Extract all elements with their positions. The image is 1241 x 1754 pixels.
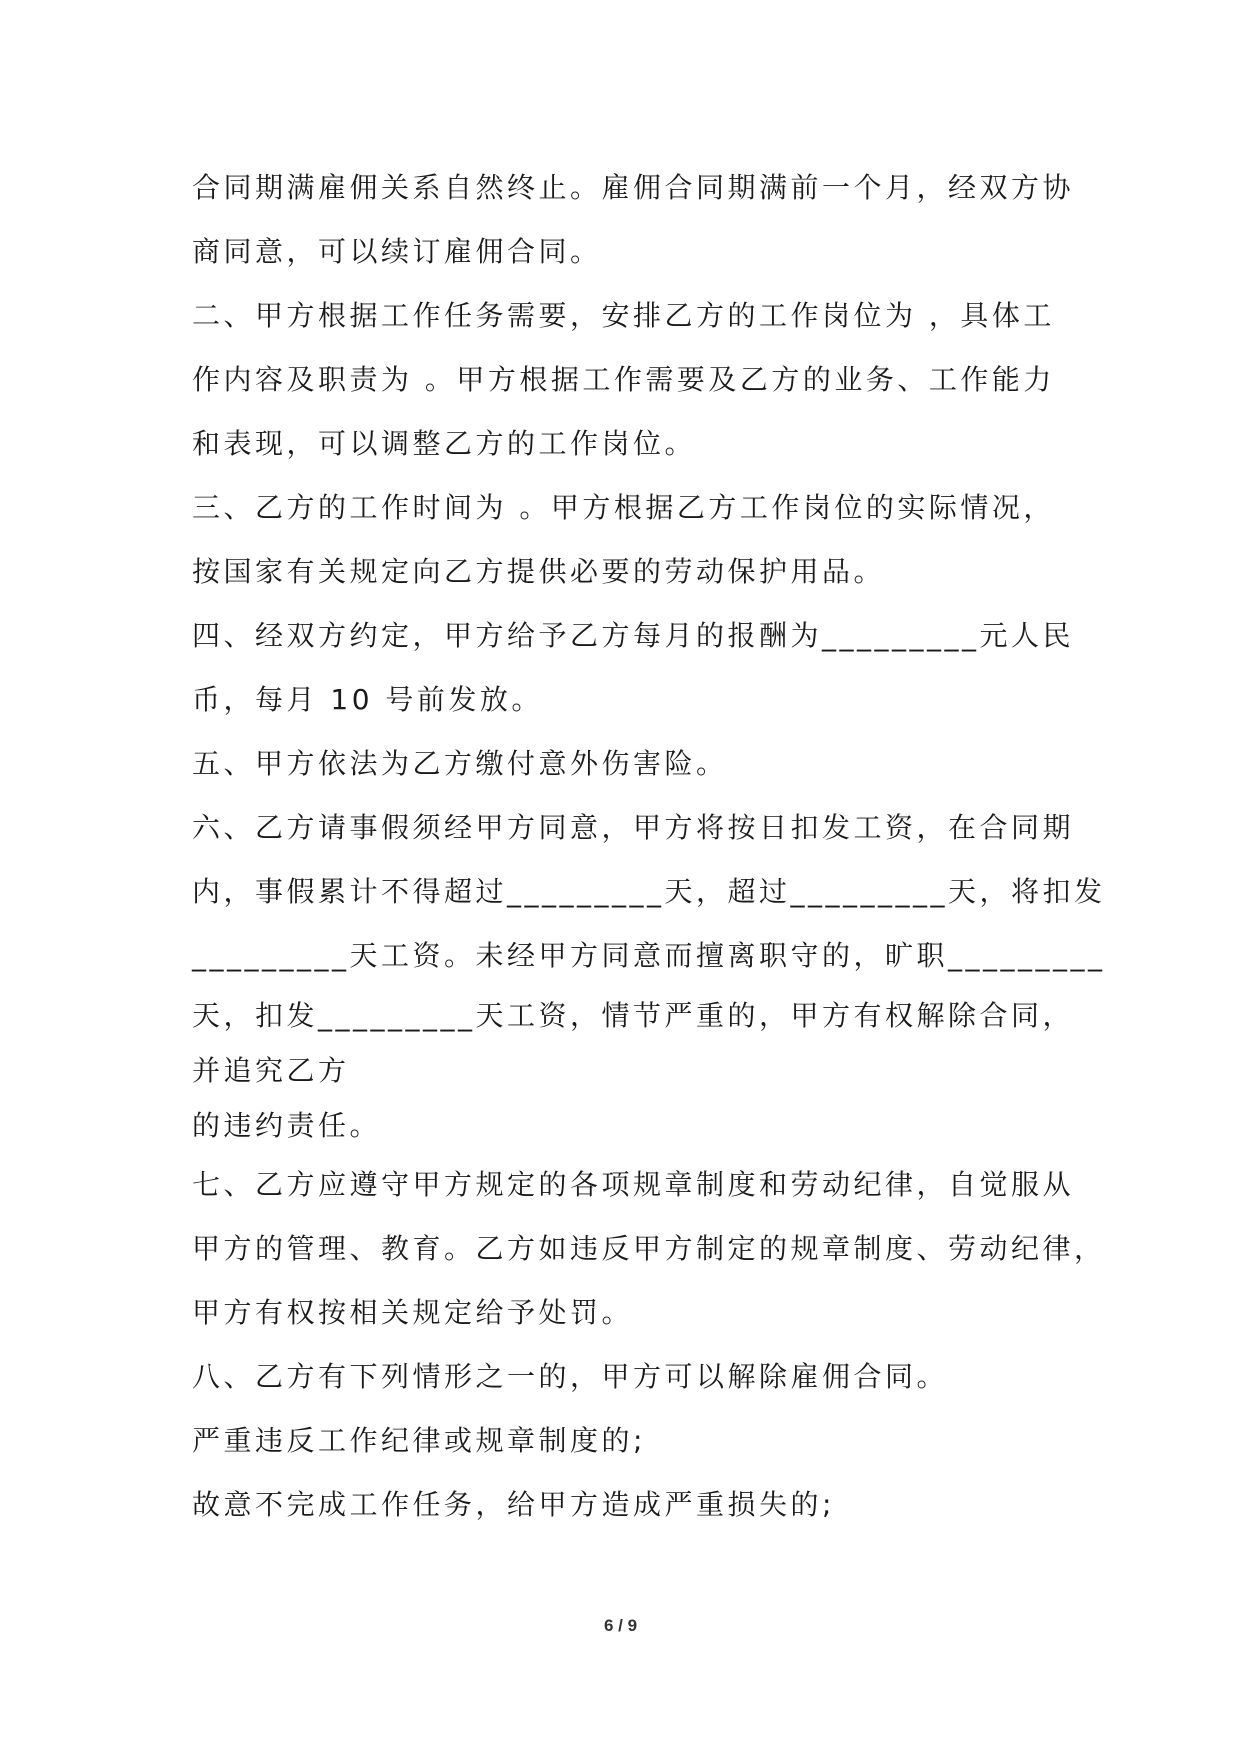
text-line: 二、甲方根据工作任务需要，安排乙方的工作岗位为 ，具体工: [192, 299, 1055, 332]
text-line: 严重违反工作纪律或规章制度的;: [192, 1424, 646, 1457]
text-line: 甲方有权按相关规定给予处罚。: [192, 1296, 634, 1329]
text-line: 六、乙方请事假须经甲方同意，甲方将按日扣发工资，在合同期: [192, 811, 1075, 844]
text-line: 币，每月 10 号前发放。: [192, 683, 543, 716]
text-line: 四、经双方约定，甲方给予乙方每月的报酬为_________元人民: [192, 619, 1075, 652]
text-line: 商同意，可以续订雇佣合同。: [192, 235, 602, 268]
text-line: 天，扣发_________天工资，情节严重的，甲方有权解除合同，: [192, 999, 1075, 1032]
text-line: 甲方的管理、教育。乙方如违反甲方制定的规章制度、劳动纪律，: [192, 1232, 1106, 1265]
text-line: 按国家有关规定向乙方提供必要的劳动保护用品。: [192, 555, 886, 588]
page-number: 6 / 9: [603, 1616, 638, 1635]
document-body: [192, 156, 1106, 1537]
text-line: 并追究乙方: [192, 1054, 350, 1087]
text-line: 和表现，可以调整乙方的工作岗位。: [192, 427, 697, 460]
text-line: 作内容及职责为 。甲方根据工作需要及乙方的业务、工作能力: [192, 363, 1055, 396]
text-line: 八、乙方有下列情形之一的，甲方可以解除雇佣合同。: [192, 1360, 949, 1393]
text-line: 故意不完成工作任务，给甲方造成严重损失的;: [192, 1488, 835, 1521]
text-line: 合同期满雇佣关系自然终止。雇佣合同期满前一个月，经双方协: [192, 171, 1075, 204]
text-line: 内，事假累计不得超过_________天，超过_________天，将扣发: [192, 875, 1106, 908]
text-line: 的违约责任。: [192, 1109, 382, 1142]
text-line: 三、乙方的工作时间为 。甲方根据乙方工作岗位的实际情况，: [192, 491, 1055, 524]
text-line: 五、甲方依法为乙方缴付意外伤害险。: [192, 747, 728, 780]
text-line: 七、乙方应遵守甲方规定的各项规章制度和劳动纪律，自觉服从: [192, 1168, 1075, 1201]
text-line: _________天工资。未经甲方同意而擅离职守的，旷职_________: [192, 939, 1106, 972]
